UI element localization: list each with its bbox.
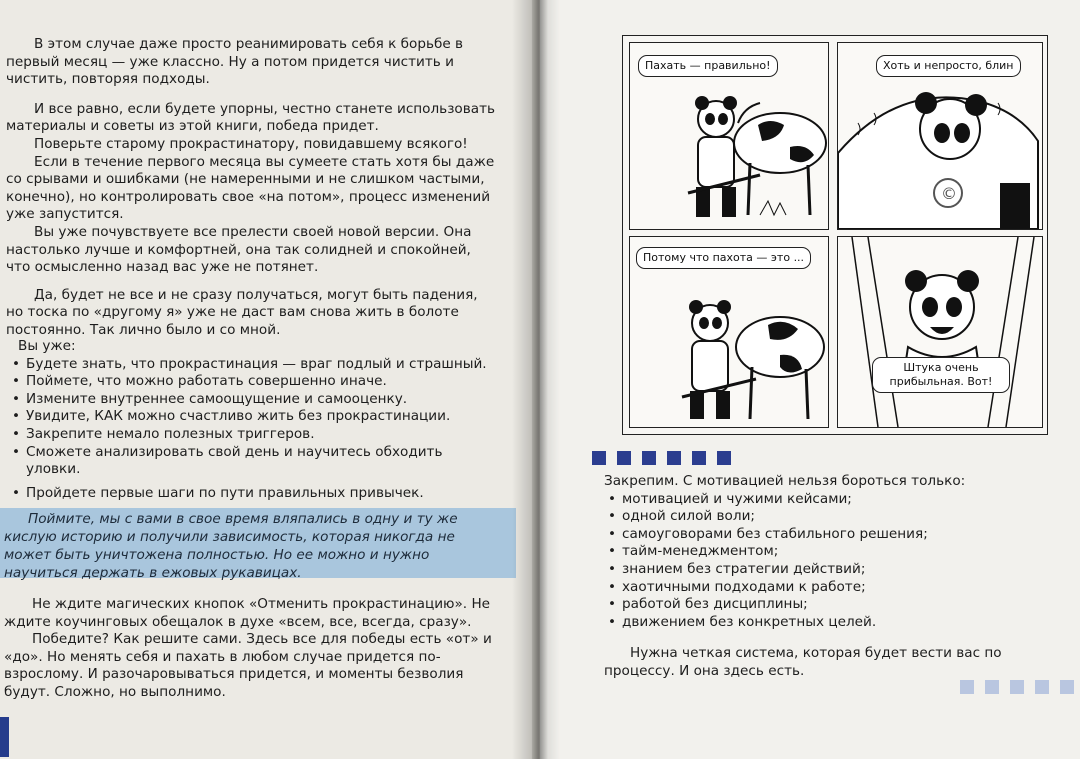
left-text-bottom	[4, 596, 498, 702]
panda-sweating-illustration	[838, 43, 1042, 229]
speech-bubble: Штука очень прибыльная. Вот!	[872, 357, 1010, 393]
callout-box	[0, 508, 516, 581]
list-item: • Будете знать, что прокрастинация — враг подлый и страшный.	[12, 356, 496, 374]
list-item: • мотивацией и чужими кейсами;	[608, 491, 1044, 509]
divider-square	[1060, 680, 1074, 694]
list-item: • хаотичными подходами к работе;	[608, 579, 1044, 597]
paragraph: В этом случае даже просто реанимировать себя к борьбе в первый месяц — уже классно. Ну а потом придется чистить и чистить, повторяя подходы.	[6, 36, 464, 88]
paragraph: Поверьте старому прокрастинатору, повидавшему всякого!	[34, 135, 468, 152]
paragraph: Если в течение первого месяца вы сумеете стать хотя бы даже со срывами и ошибками (не намеренными и не слишком частыми, конечно), но контролировать свое «на потом», процесс изменений уже запустится.	[6, 153, 495, 223]
list-intro: Вы уже:	[18, 338, 76, 354]
list-item: • Пройдете первые шаги по пути правильных привычек.	[12, 485, 496, 503]
divider-square	[1010, 680, 1024, 694]
divider-square	[667, 451, 681, 465]
left-list-block	[6, 338, 496, 502]
paragraph: Победите? Как решите сами. Здесь все для победы есть «от» и «до». Но менять себя и пахать в любом случае придется по-взрослому. И разочаровываться придется, и моменты безволия будут. Сложно, но выполнимо.	[4, 631, 492, 700]
footer-squares	[960, 680, 1074, 694]
list-item: • Закрепите немало полезных триггеров.	[12, 426, 496, 444]
right-page	[540, 0, 1080, 759]
list-item: • самоуговорами без стабильного решения;	[608, 526, 1044, 544]
comic-panel-4	[837, 236, 1043, 428]
comic-strip	[622, 35, 1048, 435]
divider-square	[617, 451, 631, 465]
copyright-mark: ©	[941, 184, 957, 203]
list-item: • Измените внутреннее самоощущение и самооценку.	[12, 391, 496, 409]
comic-panel-1	[629, 42, 829, 230]
paragraph: Нужна четкая система, которая будет вести вас по процессу. И она здесь есть.	[604, 645, 1002, 679]
speech-bubble: Хоть и непросто, блин	[876, 55, 1021, 77]
list-intro: Закрепим. С мотивацией нельзя бороться только:	[604, 473, 966, 489]
list-item: • работой без дисциплины;	[608, 596, 1044, 614]
list-item: • одной силой воли;	[608, 508, 1044, 526]
divider-square	[642, 451, 656, 465]
paragraph: Да, будет не все и не сразу получаться, могут быть падения, но тоска по «другому я» уже не даст вам снова жить в болоте постоянно. Так лично было и со мной.	[6, 286, 478, 338]
list-item: • Сможете анализировать свой день и научитесь обходить уловки.	[12, 444, 496, 479]
paragraph: Вы уже почувствуете все прелести своей новой версии. Она настолько лучше и комфортней, она так солидней и спокойней, что осмысленно назад вас уже не потянет.	[6, 223, 472, 276]
list-item: • знанием без стратегии действий;	[608, 561, 1044, 579]
limitations-list	[604, 491, 1044, 632]
comic-panel-2	[837, 42, 1043, 230]
list-item: • тайм-менеджментом;	[608, 543, 1044, 561]
divider-square	[592, 451, 606, 465]
panda-bamboo-illustration	[838, 237, 1042, 427]
panda-plowing-illustration	[630, 43, 828, 229]
list-item: • Поймете, что можно работать совершенно иначе.	[12, 373, 496, 391]
list-item: • движением без конкретных целей.	[608, 614, 1044, 632]
paragraph: И все равно, если будете упорны, честно станете использовать материалы и советы из этой книги, победа придет.	[6, 100, 496, 135]
speech-bubble: Потому что пахота — это ...	[636, 247, 811, 269]
page-marker	[0, 717, 9, 757]
comic-panel-3	[629, 236, 829, 428]
panda-cow-illustration	[630, 237, 828, 427]
speech-bubble: Пахать — правильно!	[638, 55, 778, 77]
left-page	[0, 0, 532, 759]
callout-text: Поймите, мы с вами в свое время вляпались в одну и ту же кислую историю и получили зависимость, которая никогда не может быть уничтожена полностью. Но ее можно и нужно научиться держать в ежовых рукавицах.	[4, 511, 458, 581]
divider-square	[960, 680, 974, 694]
divider-square	[717, 451, 731, 465]
divider-square	[1035, 680, 1049, 694]
list-item: • Увидите, КАК можно счастливо жить без прокрастинации.	[12, 408, 496, 426]
section-divider-squares	[592, 451, 731, 465]
paragraph: Не ждите магических кнопок «Отменить прокрастинацию». Не ждите коучинговых обещалок в духе «всем, все, всегда, сразу».	[4, 596, 491, 630]
book-gutter	[512, 0, 560, 759]
right-text	[604, 473, 1044, 681]
left-text-top	[6, 36, 496, 340]
divider-square	[985, 680, 999, 694]
divider-square	[692, 451, 706, 465]
benefits-list	[6, 356, 496, 503]
